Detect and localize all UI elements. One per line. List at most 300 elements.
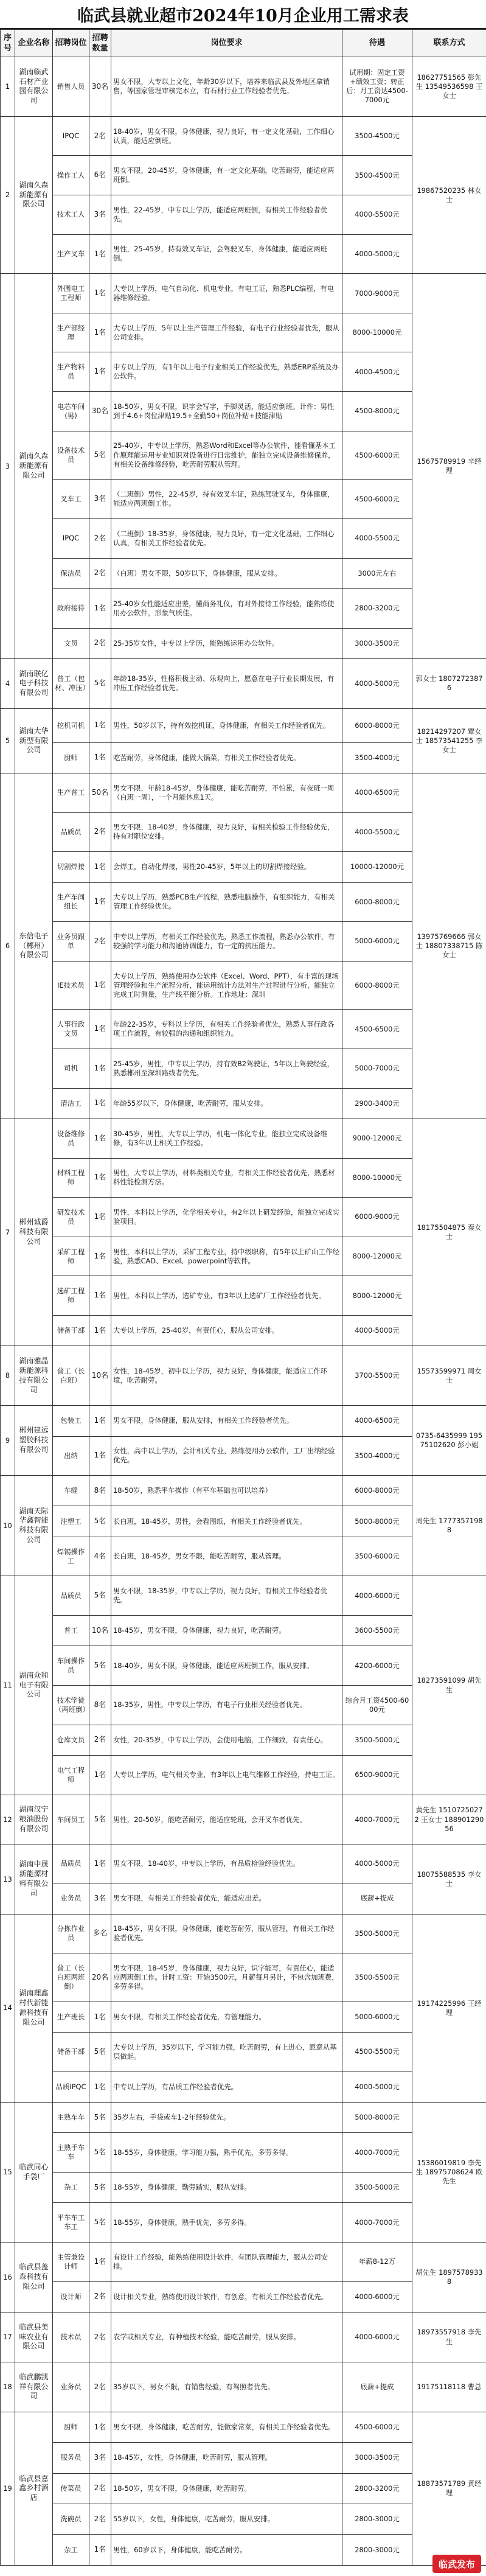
job-requirements: 男性，20-50岁，能吃苦耐劳，能适应轮班，会开叉车者优先。 (111, 1795, 342, 1845)
job-post: 服务员 (53, 2443, 89, 2473)
job-post: 生产物料员 (53, 352, 89, 392)
job-pay: 3000元左右 (342, 558, 412, 588)
job-count: 2名 (89, 922, 111, 962)
company-name: 临武县盖森科技有限公司 (15, 2243, 53, 2312)
job-pay: 4000-7000元 (342, 2133, 412, 2173)
row-number: 5 (1, 708, 15, 773)
job-count: 1名 (89, 1406, 111, 1436)
job-pay: 3500-5000元 (342, 1725, 412, 1755)
job-requirements: 18-40岁，男女不限，身体健康，视力良好，有一定文化基础，工作细心认真，能适应倒班。 (111, 116, 342, 156)
job-requirements: 男女不限，身体健康，服从安排，有相关工作经验者优先。 (111, 1406, 342, 1436)
table-row (1, 1914, 486, 1953)
job-requirements: 男女不限，18-40岁，中专以上学历，有品质检验经验优先。 (111, 1845, 342, 1883)
company-contact: 胡先生 18975789338 (412, 2243, 486, 2312)
job-count: 1名 (89, 2243, 111, 2282)
job-requirements: 女性，20-35岁，中专以上学历，会使用电脑，工作细致，有责任心。 (111, 1725, 342, 1755)
job-count: 2名 (89, 2312, 111, 2362)
job-pay: 4000-6500元 (342, 1406, 412, 1436)
job-pay: 5000-6000元 (342, 2002, 412, 2032)
job-count: 1名 (89, 1049, 111, 1089)
job-pay: 4000-5000元 (342, 234, 412, 274)
company-name: 湖南中晟新能源材料有限公司 (15, 1845, 53, 1914)
job-requirements: 男女不限，18-40岁，身体健康，视力良好，有相关检验工作经验优先，持有对职位安排。 (111, 812, 342, 852)
job-post: IPQC (53, 518, 89, 558)
header-no: 序号 (1, 30, 15, 57)
job-post: 电芯车间(男) (53, 392, 89, 431)
company-contact: 15573599971 周女士 (412, 1346, 486, 1406)
header-contact: 联系方式 (412, 30, 486, 57)
job-pay: 5000-8000元 (342, 1506, 412, 1537)
table-row (1, 1119, 486, 1158)
row-number: 4 (1, 658, 15, 708)
job-pay: 9000-12000元 (342, 1119, 412, 1158)
job-count: 2名 (89, 1725, 111, 1755)
job-post: 生产班长 (53, 2002, 89, 2032)
job-count: 8名 (89, 1476, 111, 1506)
job-requirements: 中专以上学历，有品质工作经验者优先。 (111, 2072, 342, 2102)
job-pay: 6000-8000元 (342, 961, 412, 1010)
job-post: 生产车间组长 (53, 882, 89, 922)
job-count: 1名 (89, 1237, 111, 1276)
job-requirements: 18-50岁，男女不限，识字会写字，手脚灵活，能适应倒班。计件：男性到手4.6+岗位津贴19.5+全勤50+岗位补贴+技能津贴 (111, 392, 342, 431)
job-count: 4名 (89, 1537, 111, 1576)
job-requirements: 有设计工作经验，能熟练使用设计软件，有团队管理能力，服从公司安排。 (111, 2243, 342, 2282)
job-count: 3名 (89, 195, 111, 235)
table-body (1, 57, 486, 2566)
job-pay: 2800-3200元 (342, 2473, 412, 2504)
job-requirements: 18-45岁，女性，身体健康，吃苦耐劳，服从管理。 (111, 2443, 342, 2473)
job-count: 3名 (89, 480, 111, 519)
company-name: 湖南大华新型有限公司 (15, 708, 53, 773)
job-post: 政府接待 (53, 588, 89, 628)
job-pay: 5000-6000元 (342, 922, 412, 962)
job-count: 1名 (89, 2412, 111, 2443)
job-pay: 2900-3400元 (342, 1088, 412, 1119)
row-number: 11 (1, 1576, 15, 1795)
job-pay: 4000-5000元 (342, 1316, 412, 1346)
job-pay: 4000-5000元 (342, 1845, 412, 1883)
job-pay: 6000-8000元 (342, 882, 412, 922)
job-requirements: 男女不限，大专以上文化，年龄30岁以下，培养来临武县及外地区拿销售，等国家管理审核完本立，有石材行业工作经验者优先。 (111, 57, 342, 117)
job-pay: 5000-7000元 (342, 1049, 412, 1089)
job-post: 储备干部 (53, 1316, 89, 1346)
row-number: 1 (1, 57, 15, 117)
job-post: 司机 (53, 1049, 89, 1089)
company-contact: 19867520235 林女士 (412, 116, 486, 273)
header-count: 招聘数量 (89, 30, 111, 57)
job-post: 平车车工车工 (53, 2203, 89, 2243)
company-name: 湖南雅晶新能源科技有限公司 (15, 1346, 53, 1406)
job-post: 生产叉车 (53, 234, 89, 274)
job-post: 叉车工 (53, 480, 89, 519)
job-post: 车间操作员 (53, 1646, 89, 1686)
company-contact: 18627751565 彭先生 13549536598 王女士 (412, 57, 486, 117)
job-pay: 10000-12000元 (342, 852, 412, 882)
job-post: 分拣作业员 (53, 1914, 89, 1953)
job-post: 主熟手车车 (53, 2133, 89, 2173)
job-post: 技术员 (53, 2312, 89, 2362)
company-contact: 18214297207 覃女士 18573541255 李女士 (412, 708, 486, 773)
job-count: 1名 (89, 742, 111, 773)
job-post: 设备技术员 (53, 431, 89, 480)
job-requirements: 大专以上学历，电气自动化、机电专业，有电工证，熟悉PLC编程，有电器维修经验。 (111, 274, 342, 313)
job-count: 1名 (89, 1198, 111, 1237)
job-requirements: 25-35岁女性，中专以上学历，能熟练运用办公软件。 (111, 628, 342, 658)
job-requirements: 18-45岁，男女不限，身体健康，视力良好，吃苦耐劳。 (111, 1616, 342, 1646)
table-row (1, 773, 486, 812)
job-post: 储备干部 (53, 2033, 89, 2072)
table-row (1, 708, 486, 742)
job-requirements: 男性，本科以上学历，选矿专业，有3年以上选矿厂工作经验者优先。 (111, 1276, 342, 1316)
job-post: 品质员 (53, 1845, 89, 1883)
job-post: 厨师 (53, 2412, 89, 2443)
company-contact: 19175118118 曹总 (412, 2362, 486, 2412)
job-requirements: （白班）男女不限，50岁以下，身体健康，服从安排。 (111, 558, 342, 588)
job-requirements: 吃苦耐劳，身体健康，能做大锅菜，有相关工作经验者优先。 (111, 742, 342, 773)
job-requirements: 35岁左右，手袋或车1-2年经验优先。 (111, 2103, 342, 2133)
job-post: 人事行政文员 (53, 1010, 89, 1049)
job-pay: 2800-3000元 (342, 2504, 412, 2535)
job-count: 5名 (89, 2173, 111, 2203)
table-row (1, 116, 486, 156)
job-count: 2名 (89, 116, 111, 156)
job-requirements: 男女不限，年龄18-45岁，身体健康，能吃苦耐劳，不怕累，有夜班一周（白班一周），一个月能休息1天。 (111, 773, 342, 812)
header-company: 企业名称 (15, 30, 53, 57)
job-requirements: 女性，高中以上学历，会计相关专业，熟练使用办公软件，工厂出纳经验优先。 (111, 1436, 342, 1476)
watermark-logo: 临武发布 (432, 2555, 481, 2573)
job-pay: 4500-8000元 (342, 392, 412, 431)
table-row (1, 2312, 486, 2362)
job-count: 1名 (89, 1158, 111, 1198)
company-contact: 18075588535 李女士 (412, 1845, 486, 1914)
job-post: 主管兼设计师 (53, 2243, 89, 2282)
job-count: 6名 (89, 156, 111, 195)
table-row (1, 57, 486, 117)
job-post: 普工 (53, 1616, 89, 1646)
job-pay: 8000-12000元 (342, 1237, 412, 1276)
company-contact: 18273591099 胡先生 (412, 1576, 486, 1795)
job-count: 1名 (89, 2002, 111, 2032)
table-row (1, 1346, 486, 1406)
job-count: 2名 (89, 558, 111, 588)
company-name: 湖南理鑫村代新能源科技有限公司 (15, 1914, 53, 2103)
job-requirements: 男女不限，20-45岁，身体健康，有一定文化基础，吃苦耐劳，能适应两班倒。 (111, 156, 342, 195)
table-row (1, 1576, 486, 1616)
job-count: 1名 (89, 1316, 111, 1346)
job-post: 业务员跟单 (53, 922, 89, 962)
company-contact: 15675789919 辛经理 (412, 274, 486, 659)
job-count: 50名 (89, 773, 111, 812)
header-pay: 待遇 (342, 30, 412, 57)
job-requirements: 18-55岁，身体健康，勤劳踏实，服从安排。 (111, 2173, 342, 2203)
job-count: 1名 (89, 588, 111, 628)
job-count: 1名 (89, 1010, 111, 1049)
job-count: 5名 (89, 431, 111, 480)
job-pay: 3500-4500元 (342, 156, 412, 195)
job-count: 1名 (89, 1276, 111, 1316)
row-number: 8 (1, 1346, 15, 1406)
table-row (1, 2362, 486, 2412)
job-count: 2名 (89, 812, 111, 852)
job-count: 1名 (89, 1755, 111, 1795)
job-pay: 4000-4500元 (342, 352, 412, 392)
job-pay: 4000-6000元 (342, 1576, 412, 1616)
row-number: 10 (1, 1476, 15, 1576)
job-requirements: 农学或相关专业，有种植技术经验，能吃苦耐劳，服从安排。 (111, 2312, 342, 2362)
job-count: 5名 (89, 658, 111, 708)
job-pay: 试用期：固定工资+绩效工资；转正后：月工资达4500-7000元 (342, 57, 412, 117)
job-pay: 8000-10000元 (342, 313, 412, 352)
table-row (1, 274, 486, 313)
job-requirements: 设计相关专业，熟练使用设计软件，有创意，有相关工作经验者优先。 (111, 2281, 342, 2312)
job-requirements: 年龄55岁以下，身体健康，吃苦耐劳，服从安排。 (111, 1088, 342, 1119)
job-post: 杂工 (53, 2173, 89, 2203)
job-requirements: 35岁以下，男女不限，有销售经验，有驾照者优先。 (111, 2362, 342, 2412)
company-contact: 15386019819 李先生 18975708624 欧先生 (412, 2103, 486, 2243)
job-count: 3名 (89, 1883, 111, 1914)
row-number: 18 (1, 2362, 15, 2412)
job-pay: 4200-6000元 (342, 1646, 412, 1686)
job-requirements: 女性，18-45岁，初中以上学历，视力良好，身体健康，能适应工作环境，吃苦耐劳。 (111, 1346, 342, 1406)
job-requirements: （二班倒）18-35岁，身体健康，视力良好，有一定文化基础，工作细心认真，有相关工作经验者优先。 (111, 518, 342, 558)
job-requirements: 年龄22-35岁，专科以上学历，有相关工作经验者优先，熟悉人事行政各项工作流程，有较强的沟通和组织能力。 (111, 1010, 342, 1049)
job-post: 普工（长白班） (53, 1346, 89, 1406)
table-row (1, 1406, 486, 1436)
job-requirements: 会焊工，自动化焊接，男性20-45岁，5年以上的切割焊接经验。 (111, 852, 342, 882)
job-requirements: 18-50岁，男女不限，身体健康，吃苦耐劳。 (111, 2473, 342, 2504)
job-pay: 6000-8000元 (342, 708, 412, 742)
job-requirements: 18-50岁，熟悉平车操作（有平车基础也可以培养） (111, 1476, 342, 1506)
company-contact: 黄先生 15107250272 王女士 18890129056 (412, 1795, 486, 1845)
company-name: 郴州诚爵科技有限公司 (15, 1119, 53, 1346)
company-name: 湖南久森新能源有限公司 (15, 274, 53, 659)
job-requirements: 男性，50岁以下，持有效挖机证，身体健康，有相关工作经验者优先。 (111, 708, 342, 742)
job-pay: 3600-5500元 (342, 1616, 412, 1646)
job-post: 切割焊接 (53, 852, 89, 882)
job-requirements: 大专以上学历，电气相关专业，有3年以上电气维修工作经验，持电工证。 (111, 1755, 342, 1795)
row-number: 9 (1, 1406, 15, 1476)
job-count: 5名 (89, 2203, 111, 2243)
job-post: 仓库文员 (53, 1725, 89, 1755)
row-number: 17 (1, 2312, 15, 2362)
job-post: 操作工人 (53, 156, 89, 195)
job-count: 1名 (89, 1845, 111, 1883)
table-row (1, 1476, 486, 1506)
job-count: 多名 (89, 1914, 111, 1953)
job-count: 5名 (89, 1506, 111, 1537)
job-count: 30名 (89, 392, 111, 431)
job-post: 外围电工工程师 (53, 274, 89, 313)
company-contact: 周先生 17773571988 (412, 1476, 486, 1576)
job-post: 挖机司机 (53, 708, 89, 742)
company-name: 郴州建远塑胶科技有限公司 (15, 1406, 53, 1476)
job-pay: 8000-12000元 (342, 1276, 412, 1316)
job-pay: 4500-6000元 (342, 2412, 412, 2443)
job-count: 8名 (89, 1686, 111, 1725)
job-pay: 2800-3000元 (342, 2535, 412, 2565)
job-pay: 底薪+提成 (342, 1883, 412, 1914)
company-name: 东信电子（郴州）有限公司 (15, 773, 53, 1119)
job-post: 研发技术员 (53, 1198, 89, 1237)
job-count: 3名 (89, 2443, 111, 2473)
job-pay: 4000-5500元 (342, 195, 412, 235)
table-row (1, 1795, 486, 1845)
company-name: 临武鹏凯祥有限公司 (15, 2362, 53, 2412)
job-post: 保洁员 (53, 558, 89, 588)
job-post: 普工（包材、冲压） (53, 658, 89, 708)
job-requirements: 男女不限，有相关工作经验者优先，能适应出差。 (111, 1883, 342, 1914)
job-requirements: 年龄18-35岁，性格积极主动、乐观向上，愿意在电子行业长期发展，有冲压工作经验者优先。 (111, 658, 342, 708)
job-pay: 6000-8000元 (342, 1476, 412, 1506)
job-pay: 4000-6500元 (342, 773, 412, 812)
job-pay: 3500-5000元 (342, 1914, 412, 1953)
job-count: 20名 (89, 1953, 111, 2002)
job-post: 品质员 (53, 812, 89, 852)
job-count: 5名 (89, 1795, 111, 1845)
job-requirements: 男女不限，有相关工作经验者优先，有管理能力。 (111, 2002, 342, 2032)
job-post: 采矿工程师 (53, 1237, 89, 1276)
job-pay: 综合月工资4500-6000元 (342, 1686, 412, 1725)
job-requirements: 大专以上学历，5年以上生产管理工作经验，有电子行业经验者优先，服从公司安排。 (111, 313, 342, 352)
job-post: 文员 (53, 628, 89, 658)
job-pay: 4500-6500元 (342, 1010, 412, 1049)
job-post: 销售人员 (53, 57, 89, 117)
job-count: 2名 (89, 518, 111, 558)
job-pay: 年薪8-12万 (342, 2243, 412, 2282)
job-count: 1名 (89, 708, 111, 742)
job-requirements: 18-40岁，男女不限，身体健康，能适应两班倒工作，服从安排。 (111, 1646, 342, 1686)
company-name: 湖南天际华鑫智能科技有限公司 (15, 1476, 53, 1576)
job-count: 1名 (89, 961, 111, 1010)
header-post: 招聘岗位 (53, 30, 89, 57)
job-post: 焊锡操作工 (53, 1537, 89, 1576)
job-requirements: 长白班，18-45岁，男女不限，能吃苦耐劳，服从管理。 (111, 1537, 342, 1576)
job-pay: 4000-6000元 (342, 2281, 412, 2312)
job-pay: 4500-6000元 (342, 431, 412, 480)
job-post: 材料工程师 (53, 1158, 89, 1198)
job-count: 1名 (89, 1088, 111, 1119)
job-count: 1名 (89, 2072, 111, 2102)
job-pay: 4000-5000元 (342, 658, 412, 708)
job-count: 5名 (89, 1576, 111, 1616)
job-post: 主熟车车 (53, 2103, 89, 2133)
job-count: 5名 (89, 1646, 111, 1686)
job-pay: 3500-5000元 (342, 2173, 412, 2203)
company-contact: 13975769666 郭女士 18807338715 陈女士 (412, 773, 486, 1119)
header-requirements: 岗位要求 (111, 30, 342, 57)
table-header-row (1, 30, 486, 57)
job-pay: 3500-5500元 (342, 1953, 412, 2002)
job-requirements: 长白班，18-45岁，男性，会看图纸，有相关工作经验者优先。 (111, 1506, 342, 1537)
job-post: 出纳 (53, 1436, 89, 1476)
job-post: 选矿工程师 (53, 1276, 89, 1316)
job-post: 清洁工 (53, 1088, 89, 1119)
row-number: 3 (1, 274, 15, 659)
job-count: 1名 (89, 313, 111, 352)
company-contact: 18175504875 秦女士 (412, 1119, 486, 1346)
job-requirements: 30-45岁，男性，大专以上学历，机电一体化专业，能独立完成设备维修，有3年以上相关工作经验。 (111, 1119, 342, 1158)
company-contact: 0735-6435999 19575102620 彭小姐 (412, 1406, 486, 1476)
job-post: 设备维修员 (53, 1119, 89, 1158)
job-requirements: 大专以上学历，35岁以下，学习能力强，吃苦耐劳，有上进心，愿意从基层做起。 (111, 2033, 342, 2072)
company-name: 临武同心手袋厂 (15, 2103, 53, 2243)
table-row (1, 2103, 486, 2133)
job-requirements: 中专以上学历，有相关工作经验优先，熟悉工作流程，熟悉办公软件，有较强的学习能力和沟通协调能力，有一定的抗压能力。 (111, 922, 342, 962)
company-name: 临武县美味农业有限公司 (15, 2312, 53, 2362)
job-pay: 3000-3500元 (342, 2443, 412, 2473)
job-count: 2名 (89, 2281, 111, 2312)
job-post: 洗碗员 (53, 2504, 89, 2535)
job-count: 1名 (89, 2535, 111, 2565)
job-post: IPQC (53, 116, 89, 156)
job-post: 车缝 (53, 1476, 89, 1506)
job-count: 1名 (89, 882, 111, 922)
row-number: 19 (1, 2412, 15, 2566)
job-pay: 6000-9000元 (342, 1198, 412, 1237)
job-post: 技术学徒（两班倒） (53, 1686, 89, 1725)
job-requirements: 55岁以下，女性，身体健康，吃苦耐劳，服从安排。 (111, 2504, 342, 2535)
job-post: 包装工 (53, 1406, 89, 1436)
job-requirements: 25-40岁女性能适应出差，懂商务礼仪，有对外接待工作经验，能熟练使用办公软件，形象气质佳。 (111, 588, 342, 628)
job-count: 1名 (89, 352, 111, 392)
job-post: 生产普工 (53, 773, 89, 812)
job-post: 杂工 (53, 2535, 89, 2565)
company-name: 湖南临武石材产业园有限公司 (15, 57, 53, 117)
job-pay: 4500-6000元 (342, 480, 412, 519)
job-post: 传菜员 (53, 2473, 89, 2504)
company-name: 湖南汉宁粮油股份有限公司 (15, 1795, 53, 1845)
job-requirements: 男性，本科以上学历，采矿工程专业，持中级职称，有5年以上矿山工作经验，熟悉CAD、Excel、powerpoint等软件。 (111, 1237, 342, 1276)
job-pay: 5000-8000元 (342, 2103, 412, 2133)
job-count: 1名 (89, 1119, 111, 1158)
page-title: 临武县就业超市2024年10月企业用工需求表 (0, 0, 486, 29)
company-name: 湖南众和电子有限公司 (15, 1576, 53, 1795)
job-requirements: （二班倒）男性，22-45岁，持有效叉车证，熟练驾驶叉车，身体健康，能适应两班倒工作。 (111, 480, 342, 519)
job-pay: 3500-4500元 (342, 116, 412, 156)
job-requirements: 25-45岁，男性，中专以上学历，持有效B2驾驶证，5年以上驾驶经验，熟悉郴州至深圳路线者优先。 (111, 1049, 342, 1089)
table-row (1, 2412, 486, 2443)
table-row (1, 658, 486, 708)
job-requirements: 大专以上学历，25-40岁，有责任心，服从公司安排。 (111, 1316, 342, 1346)
job-requirements: 中专以上学历，有1年以上电子行业相关工作经验优先，熟悉ERP系统及办公软件。 (111, 352, 342, 392)
row-number: 13 (1, 1845, 15, 1914)
job-pay: 3500-4000元 (342, 1436, 412, 1476)
job-pay: 4000-6000元 (342, 2312, 412, 2362)
job-requirements: 男性，本科以上学历，化学相关专业，有2年以上研发经验，能独立完成实验项目。 (111, 1198, 342, 1237)
job-pay: 4000-5500元 (342, 518, 412, 558)
job-post: 技术工人 (53, 195, 89, 235)
company-contact: 18973557918 李先生 (412, 2312, 486, 2362)
row-number: 12 (1, 1795, 15, 1845)
row-number: 7 (1, 1119, 15, 1346)
job-pay: 4000-5000元 (342, 2072, 412, 2102)
job-requirements: 男性，大专以上学历，材料类相关专业，有相关工作经验者优先，熟悉材料性能检测方法。 (111, 1158, 342, 1198)
table-row (1, 1845, 486, 1883)
job-pay: 3700-5500元 (342, 1346, 412, 1406)
job-count: 5名 (89, 2103, 111, 2133)
job-count: 1名 (89, 274, 111, 313)
job-post: 品质IPQC (53, 2072, 89, 2102)
job-post: 厨师 (53, 742, 89, 773)
job-requirements: 18-55岁，身体健康，学习能力强，熟手优先，多劳多得。 (111, 2133, 342, 2173)
row-number: 15 (1, 2103, 15, 2243)
job-pay: 8000-10000元 (342, 1158, 412, 1198)
job-requirements: 男性，60岁以下，身体健康，能吃苦耐劳。 (111, 2535, 342, 2565)
job-count: 1名 (89, 1436, 111, 1476)
job-count: 10名 (89, 1346, 111, 1406)
job-count: 10名 (89, 1616, 111, 1646)
job-pay: 3000-3500元 (342, 628, 412, 658)
